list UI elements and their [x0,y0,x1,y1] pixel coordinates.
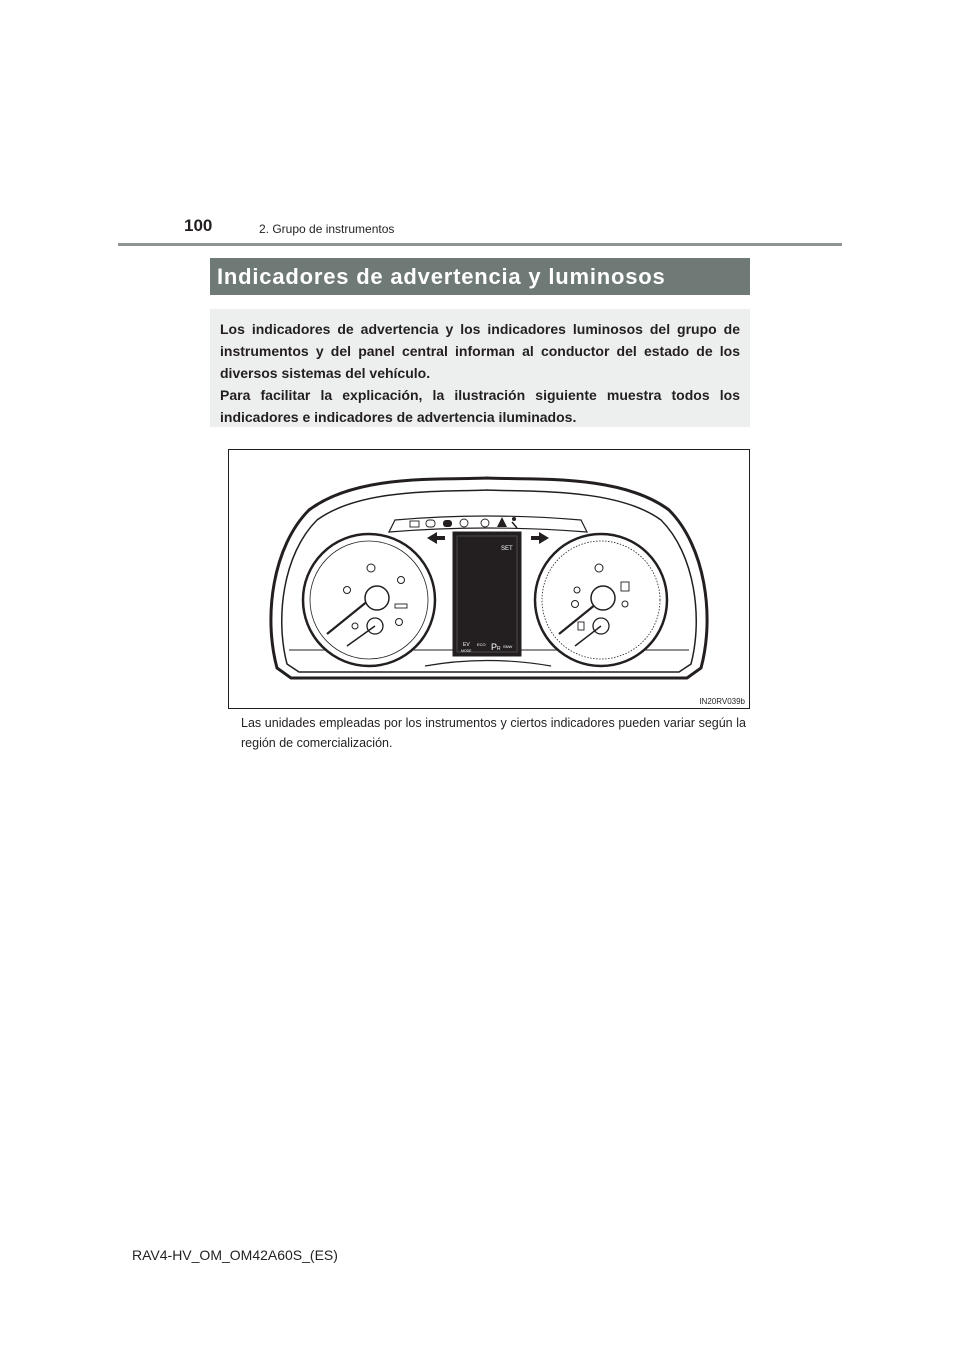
instrument-cluster-drawing [229,450,749,708]
image-code: IN20RV039b [699,697,745,706]
display-ev-label: EV [463,642,470,648]
left-gauge [303,534,435,666]
page-number: 100 [184,216,213,235]
section-title: 2. Grupo de instrumentos [259,222,395,236]
illustration-caption: Las unidades empleadas por los instrumentos y ciertos indicadores pueden variar según la región de comercialización. [241,716,746,750]
multi-information-display [453,532,521,656]
manual-code: RAV4-HV_OM_OM42A60S_(ES) [132,1247,338,1263]
right-gauge [535,534,667,666]
right-turn-arrow-icon [531,532,549,544]
display-set-label: SET [501,546,513,552]
right-gauge-hub [591,586,615,610]
high-beam-icon [443,520,452,527]
display-mode-label: MODE [461,649,472,653]
display-eco-label: ECO [477,642,486,647]
left-turn-arrow-icon [427,532,445,544]
intro-box [210,309,750,427]
instrument-cluster-illustration [228,449,750,709]
left-gauge-hub [365,586,389,610]
page-title: Indicadores de advertencia y luminosos [210,258,750,295]
intro-paragraph: Para facilitar la explicación, la ilustración siguiente muestra todos los indicadores e indicadores de advertencia iluminados. [220,387,740,425]
display-gear-label: P [491,642,498,652]
cluster-center-curve [425,661,551,667]
intro-paragraph: Los indicadores de advertencia y los indicadores luminosos del grupo de instrumentos y del panel central informan al conductor del estado de los diversos sistemas del vehículo. [220,321,740,381]
header-divider [118,243,842,246]
display-gear-sub-label: R [497,646,501,652]
display-snow-label: SNW [503,644,513,649]
